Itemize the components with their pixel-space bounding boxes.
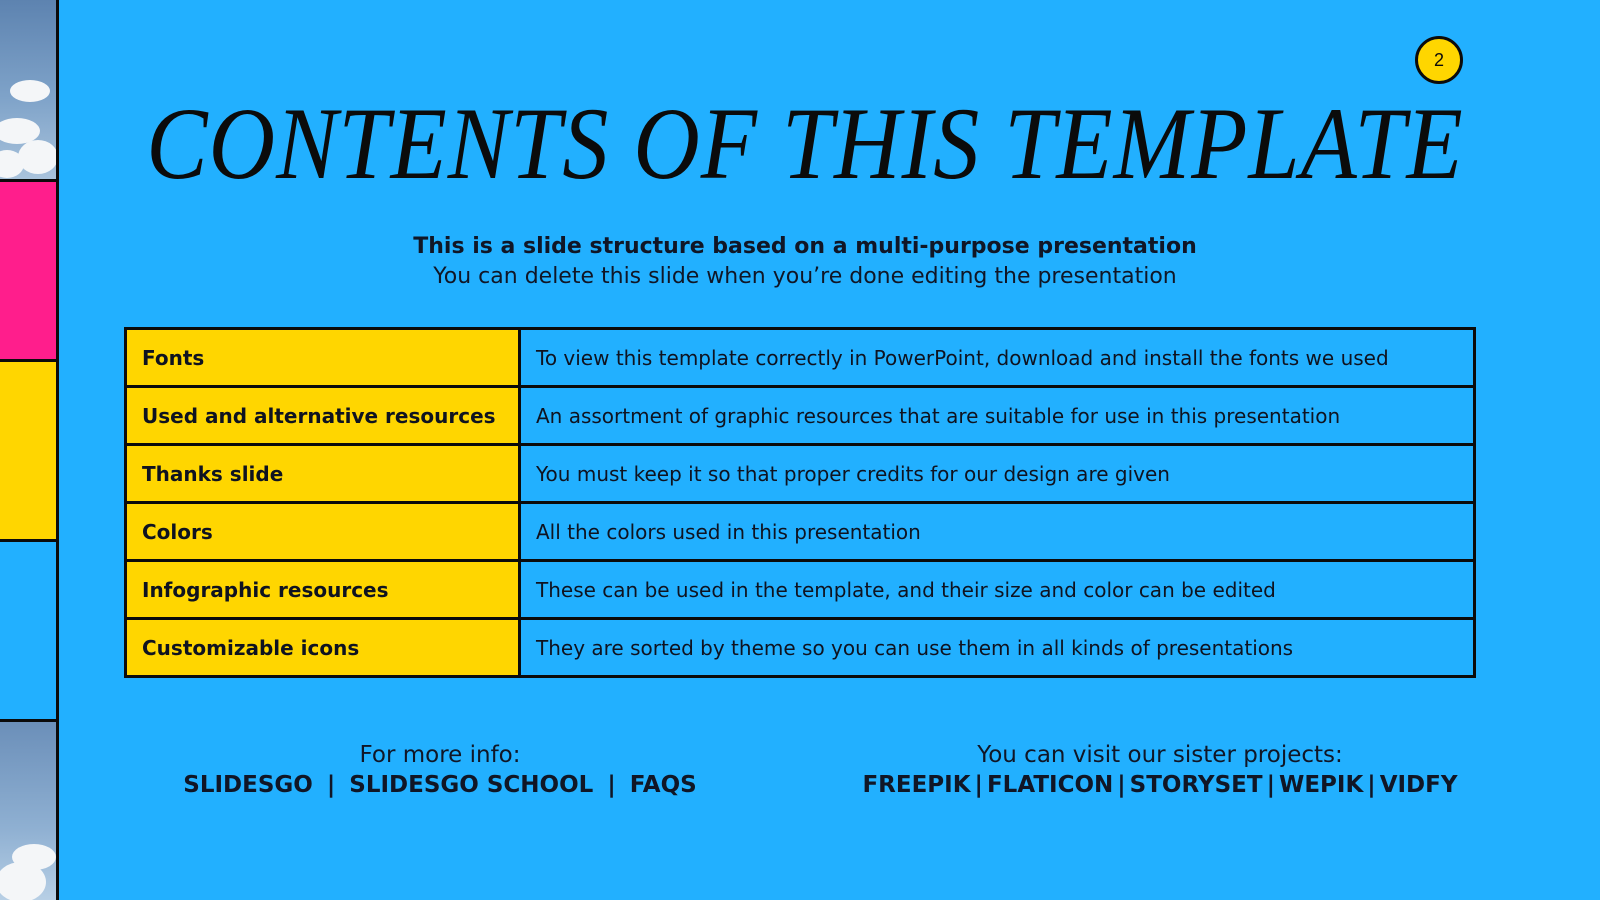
link-vidfy[interactable]: VIDFY (1379, 772, 1458, 798)
link-slidesgo-school[interactable]: SLIDESGO SCHOOL (349, 772, 594, 798)
link-freepik[interactable]: FREEPIK (862, 772, 971, 798)
row-value-cell: They are sorted by theme so you can use them in all kinds of presentations (520, 619, 1475, 677)
row-key-cell: Fonts (126, 329, 520, 387)
table-row (126, 387, 1475, 445)
link-wepik[interactable]: WEPIK (1278, 772, 1364, 798)
yellow-band (0, 362, 56, 542)
blue-band (0, 542, 56, 722)
decorative-side-strip (0, 0, 59, 900)
cloud-shape (18, 140, 56, 174)
sister-projects-links (830, 770, 1490, 800)
table-row (126, 329, 1475, 387)
row-value-cell: These can be used in the template, and their size and color can be edited (520, 561, 1475, 619)
link-separator: | (599, 772, 624, 798)
link-slidesgo[interactable]: SLIDESGO (183, 772, 313, 798)
cloud-shape (10, 80, 50, 102)
page-number-badge: 2 (1415, 36, 1463, 84)
slide-subtitle (200, 232, 1410, 292)
link-separator: | (318, 772, 344, 798)
link-separator: | (1266, 772, 1275, 798)
row-value-cell: All the colors used in this presentation (520, 503, 1475, 561)
slide-title: CONTENTS OF THIS TEMPLATE (146, 86, 1464, 201)
row-key-cell: Colors (126, 503, 520, 561)
pink-band (0, 182, 56, 362)
subtitle-regular-line: You can delete this slide when you’re done editing the presentation (433, 264, 1177, 289)
cloud-shape (0, 862, 46, 900)
sky-photo-band-top (0, 0, 56, 182)
more-info-links (160, 770, 720, 800)
link-storyset[interactable]: STORYSET (1129, 772, 1263, 798)
sister-projects-label: You can visit our sister projects: (977, 742, 1343, 768)
more-info-footer (160, 740, 720, 800)
row-key-cell: Infographic resources (126, 561, 520, 619)
link-faqs[interactable]: FAQS (629, 772, 697, 798)
contents-table (124, 327, 1476, 678)
row-key-cell: Thanks slide (126, 445, 520, 503)
link-flaticon[interactable]: FLATICON (986, 772, 1114, 798)
link-separator: | (1117, 772, 1126, 798)
table-row (126, 619, 1475, 677)
sky-photo-band-bottom (0, 722, 56, 900)
row-value-cell: You must keep it so that proper credits for our design are given (520, 445, 1475, 503)
row-value-cell: To view this template correctly in PowerPoint, download and install the fonts we used (520, 329, 1475, 387)
link-separator: | (974, 772, 983, 798)
row-key-cell: Used and alternative resources (126, 387, 520, 445)
table-row (126, 561, 1475, 619)
row-key-cell: Customizable icons (126, 619, 520, 677)
row-value-cell: An assortment of graphic resources that are suitable for use in this presentation (520, 387, 1475, 445)
table-row (126, 445, 1475, 503)
link-separator: | (1367, 772, 1376, 798)
table-row (126, 503, 1475, 561)
sister-projects-footer (830, 740, 1490, 800)
subtitle-bold-line: This is a slide structure based on a multi-purpose presentation (413, 234, 1197, 259)
more-info-label: For more info: (359, 742, 521, 768)
